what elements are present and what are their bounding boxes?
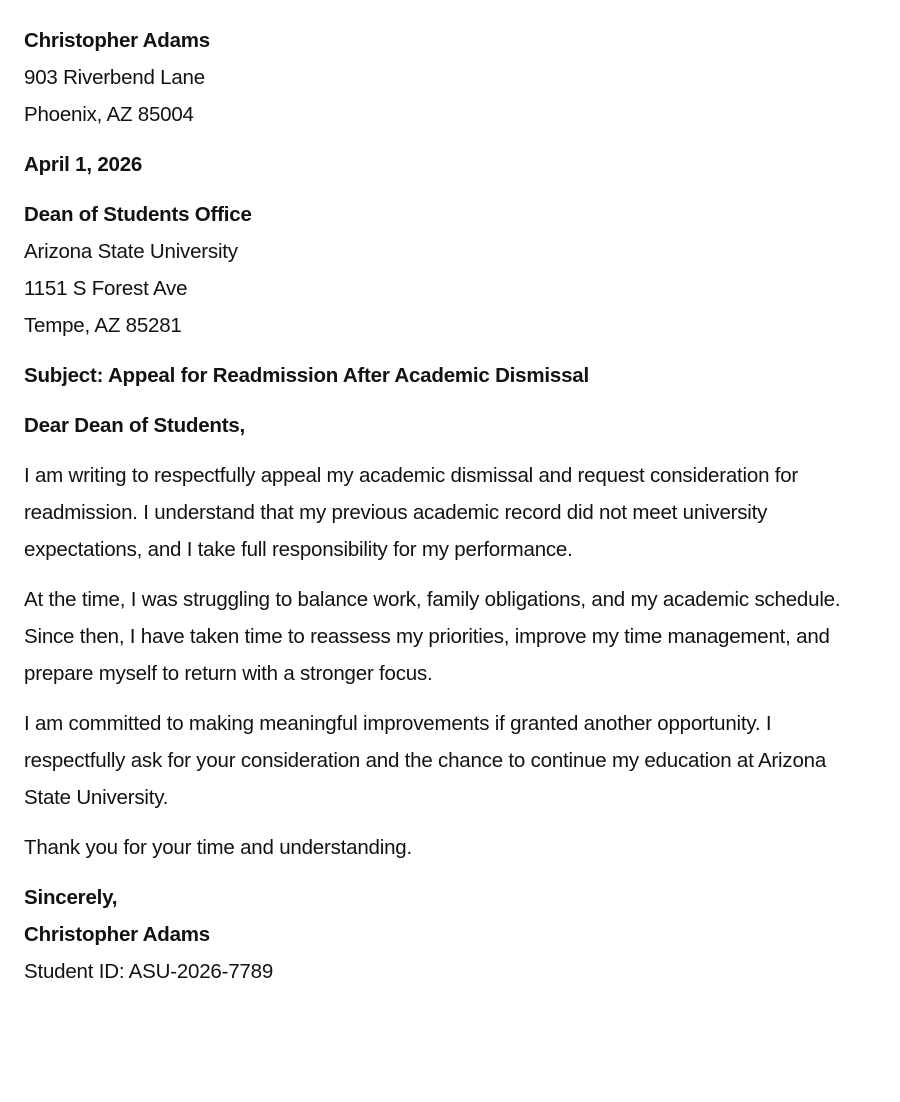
signature-name: Christopher Adams: [24, 923, 210, 946]
subject-line-block: [24, 357, 855, 394]
body-paragraph-2: At the time, I was struggling to balance work, family obligations, and my academic schedule. Since then, I have taken time to reassess my priorities, improve my time management, and prepare myself to return with a stronger focus.: [24, 588, 841, 685]
recipient-address-block: [24, 196, 855, 344]
student-id: Student ID: ASU-2026-7789: [24, 960, 274, 983]
sender-city-state-zip: Phoenix, AZ 85004: [24, 103, 194, 126]
body-paragraph-3: I am committed to making meaningful improvements if granted another opportunity. I respectfully ask for your consideration and the chance to continue my education at Arizona State University.: [24, 712, 827, 809]
body-paragraph-1: I am writing to respectfully appeal my academic dismissal and request consideration for readmission. I understand that my previous academic record did not meet university expectations, and I take full responsibility for my performance.: [24, 464, 799, 561]
sender-street: 903 Riverbend Lane: [24, 66, 205, 89]
recipient-organization: Arizona State University: [24, 240, 238, 263]
closing-block: [24, 879, 855, 990]
subject-line: Subject: Appeal for Readmission After Academic Dismissal: [24, 364, 589, 387]
sender-address-block: [24, 22, 855, 133]
letter-date-block: [24, 146, 855, 183]
body-paragraph-4: Thank you for your time and understanding.: [24, 836, 412, 859]
recipient-street: 1151 S Forest Ave: [24, 277, 188, 300]
valediction: Sincerely,: [24, 886, 118, 909]
letter-date: April 1, 2026: [24, 153, 143, 176]
salutation-block: [24, 407, 855, 444]
recipient-office: Dean of Students Office: [24, 203, 252, 226]
salutation: Dear Dean of Students,: [24, 414, 246, 437]
sender-name: Christopher Adams: [24, 29, 210, 52]
recipient-city-state-zip: Tempe, AZ 85281: [24, 314, 182, 337]
